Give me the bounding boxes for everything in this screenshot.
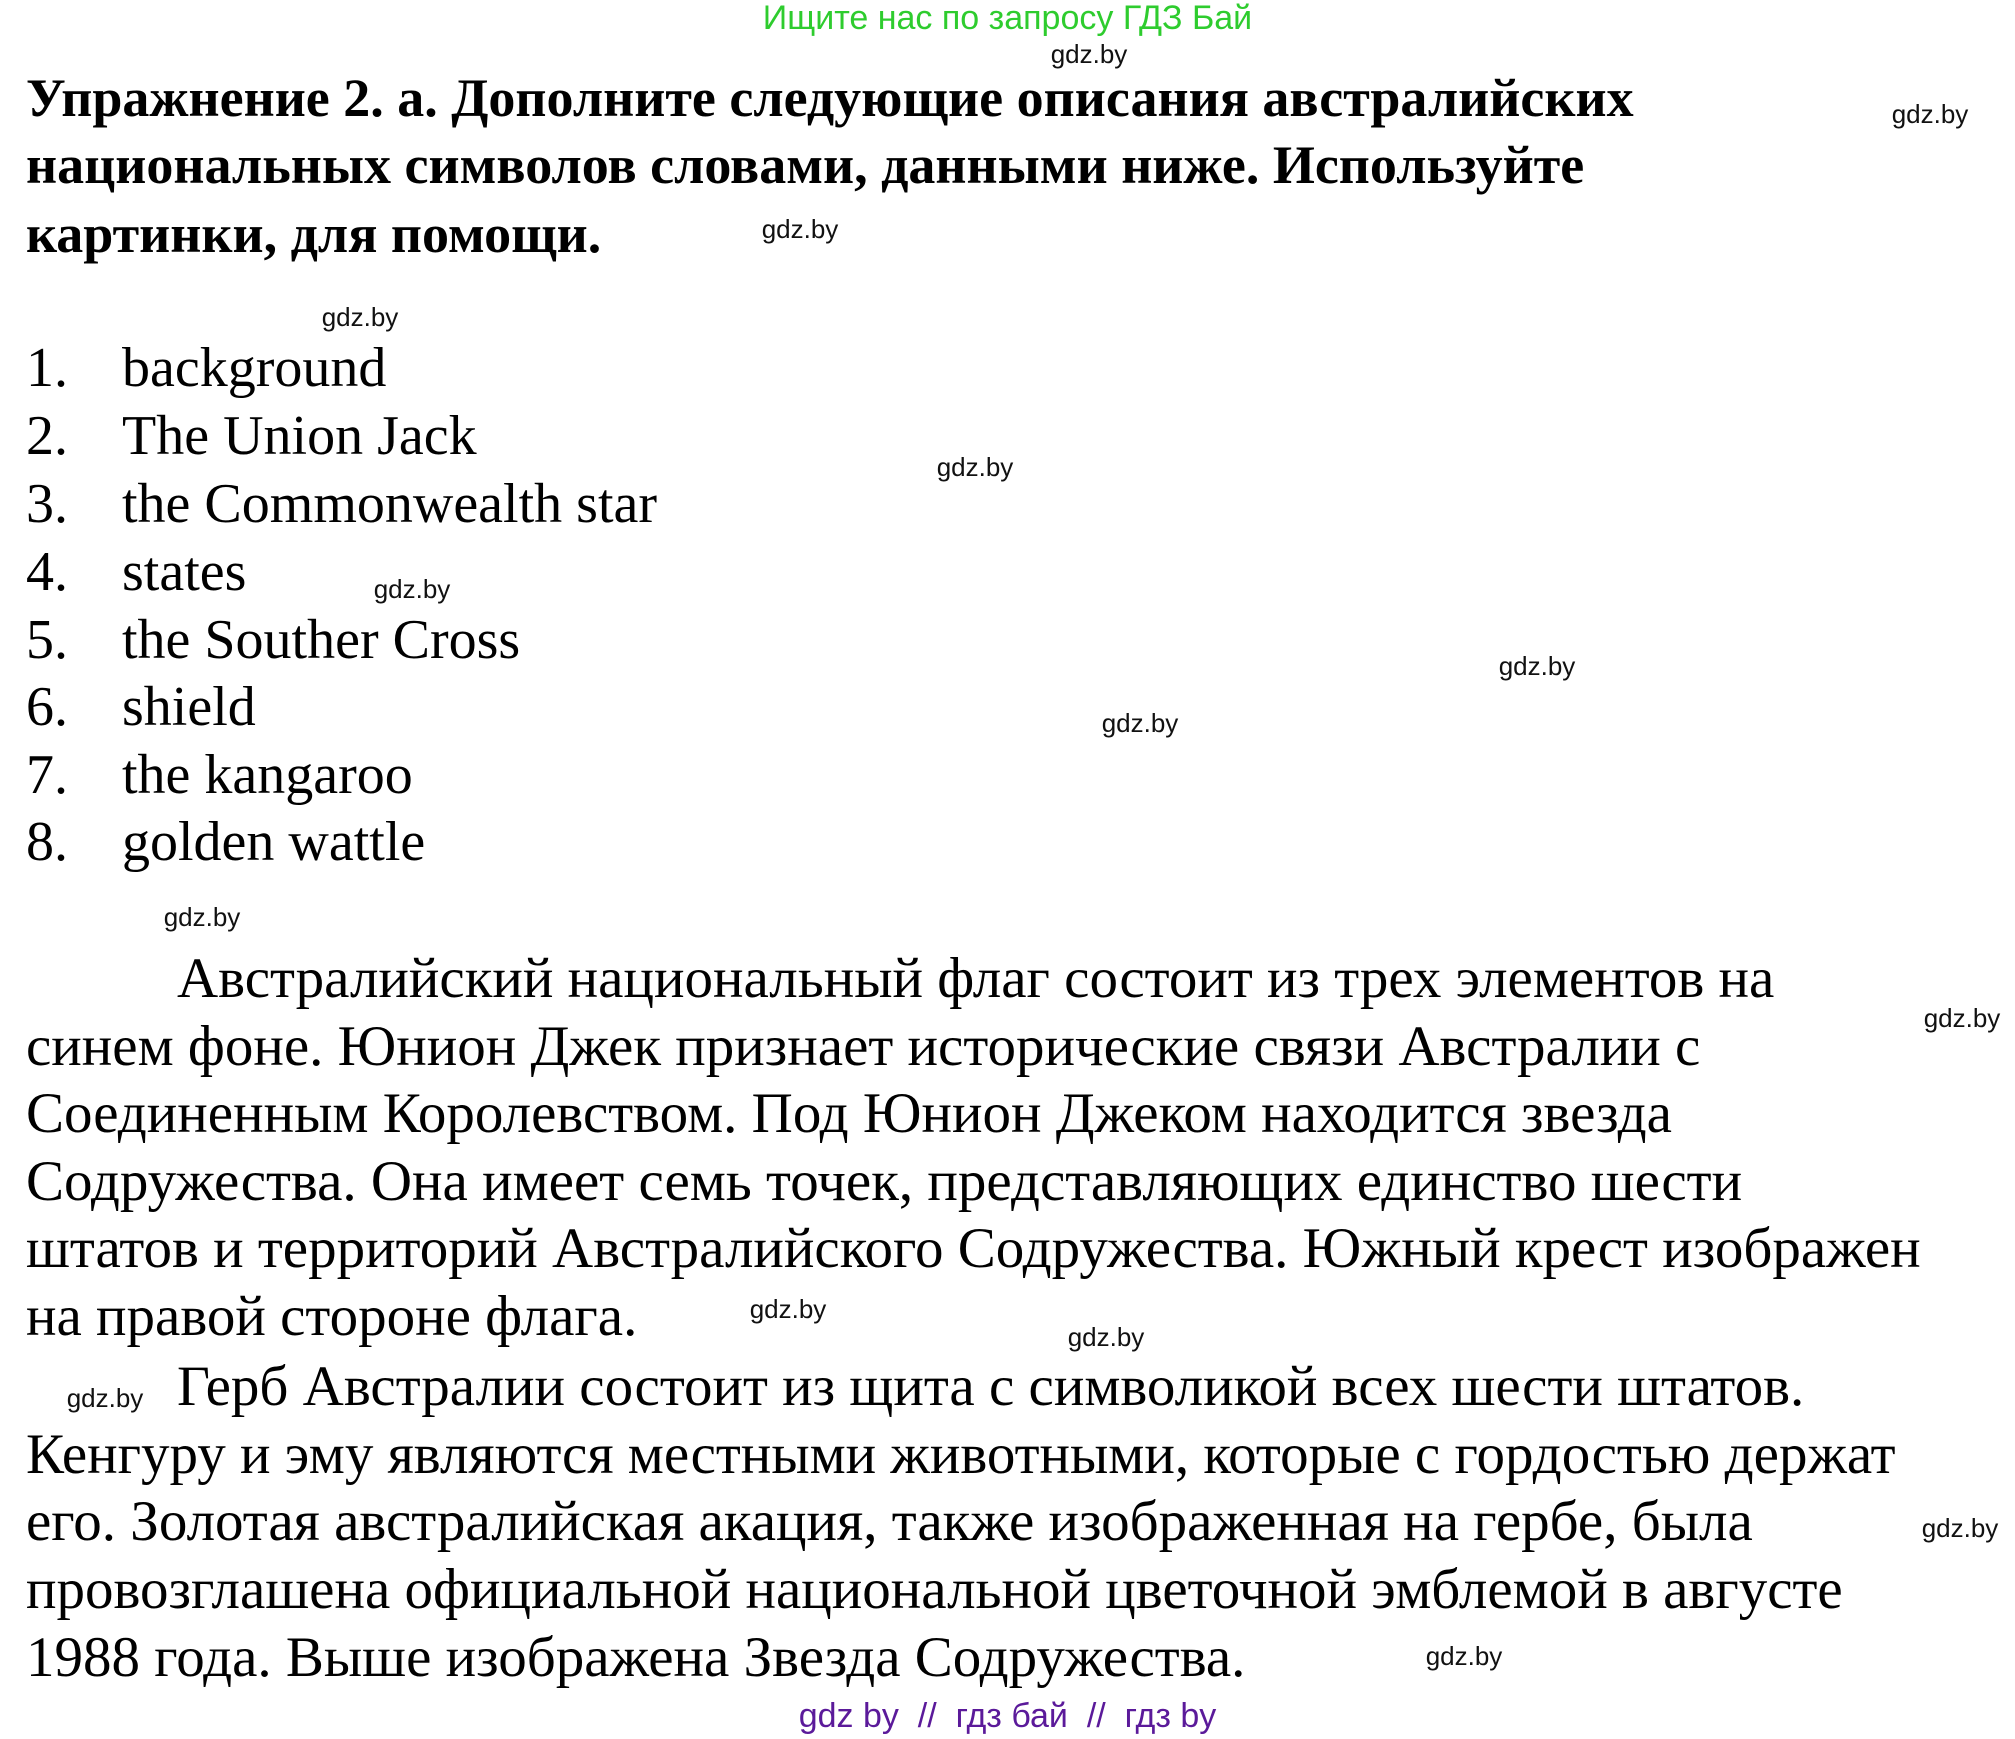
- paragraph-line: штатов и территорий Австралийского Содружества. Южный крест изображен: [26, 1217, 1921, 1280]
- list-item: shield: [122, 676, 256, 738]
- paragraph-line: на правой стороне флага.: [26, 1285, 638, 1348]
- paragraph-line: синем фоне. Юнион Джек признает исторические связи Австралии с: [26, 1015, 1701, 1078]
- paragraph-line: Кенгуру и эму являются местными животными, которые с гордостью держат: [26, 1423, 1896, 1486]
- list-number: 7.: [26, 744, 68, 806]
- watermark: gdz.by: [1067, 1322, 1145, 1352]
- list-number: 2.: [26, 405, 68, 467]
- watermark: gdz.by: [936, 452, 1014, 482]
- watermark: gdz.by: [1101, 708, 1179, 738]
- exercise-heading-line: национальных символов словами, данными ниже. Используйте: [26, 135, 1585, 195]
- exercise-heading-line: картинки, для помощи.: [26, 204, 602, 264]
- paragraph-line: его. Золотая австралийская акация, также изображенная на гербе, была: [26, 1490, 1753, 1553]
- list-number: 4.: [26, 541, 68, 603]
- watermark: gdz.by: [749, 1294, 827, 1324]
- list-number: 1.: [26, 337, 68, 399]
- watermark: gdz.by: [66, 1383, 144, 1413]
- list-item: the kangaroo: [122, 744, 413, 806]
- paragraph-line: Герб Австралии состоит из щита с символикой всех шести штатов.: [177, 1355, 1805, 1418]
- paragraph-line: 1988 года. Выше изображена Звезда Содружества.: [26, 1626, 1246, 1689]
- paragraph-line: Соединенным Королевством. Под Юнион Джеком находится звезда: [26, 1082, 1672, 1145]
- watermark: gdz.by: [321, 302, 399, 332]
- list-item: golden wattle: [122, 811, 426, 873]
- watermark: gdz.by: [1425, 1641, 1503, 1671]
- exercise-heading-line: Упражнение 2. а. Дополните следующие описания австралийских: [26, 68, 1634, 128]
- footer-watermark: gdz by // гдз бай // гдз by: [798, 1697, 1217, 1735]
- watermark: gdz.by: [761, 214, 839, 244]
- list-item: states: [122, 541, 247, 603]
- watermark: gdz.by: [1921, 1513, 1999, 1543]
- paragraph-line: Содружества. Она имеет семь точек, представляющих единство шести: [26, 1150, 1743, 1213]
- list-item: The Union Jack: [122, 405, 477, 467]
- list-number: 8.: [26, 811, 68, 873]
- list-item: the Commonwealth star: [122, 473, 658, 535]
- watermark: gdz.by: [1891, 99, 1969, 129]
- top-banner: Ищите нас по запросу ГДЗ Бай: [762, 0, 1253, 37]
- paragraph-line: провозглашена официальной национальной цветочной эмблемой в августе: [26, 1558, 1843, 1621]
- watermark: gdz.by: [1050, 39, 1128, 69]
- watermark: gdz.by: [373, 574, 451, 604]
- list-item: background: [122, 337, 387, 399]
- watermark: gdz.by: [1498, 651, 1576, 681]
- list-number: 5.: [26, 609, 68, 671]
- watermark: gdz.by: [1923, 1003, 2001, 1033]
- list-number: 6.: [26, 676, 68, 738]
- list-number: 3.: [26, 473, 68, 535]
- paragraph-line: Австралийский национальный флаг состоит из трех элементов на: [177, 947, 1775, 1010]
- watermark: gdz.by: [163, 902, 241, 932]
- list-item: the Souther Cross: [122, 609, 521, 671]
